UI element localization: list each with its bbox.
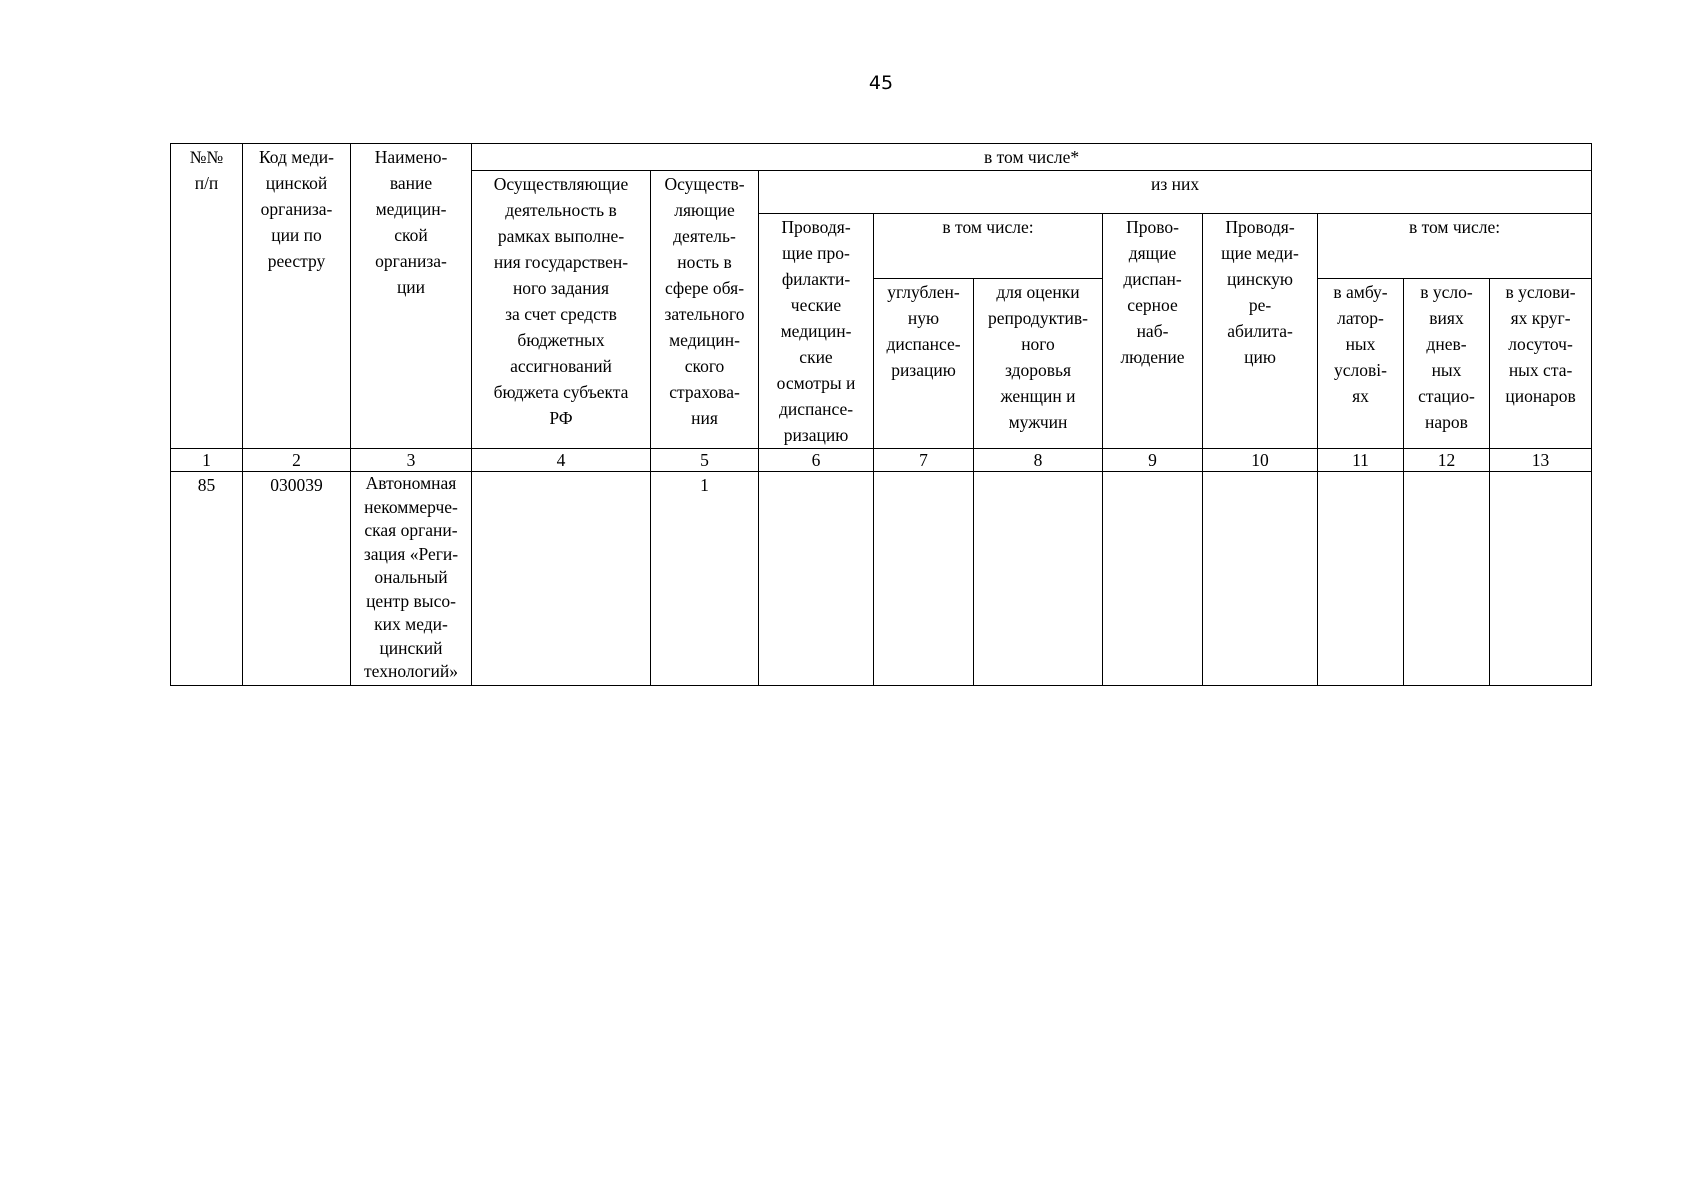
table-row [171, 472, 1592, 686]
column-number: 2 [243, 449, 351, 472]
header-dispensary-observation: Прово- дящие диспан- серное наб- людение [1103, 214, 1203, 449]
column-number: 6 [759, 449, 874, 472]
header-including-a: в том числе: [874, 214, 1103, 279]
header-reproductive-health: для оценки репродуктив- ного здоровья женщин и мужчин [974, 278, 1103, 448]
cell-rehabilitation [1203, 472, 1318, 686]
column-number: 11 [1318, 449, 1404, 472]
header-of-them: из них [759, 171, 1592, 214]
column-number: 1 [171, 449, 243, 472]
cell-row-number: 85 [171, 472, 243, 686]
header-rehabilitation: Проводя- щие меди- цинскую ре- абилита- цию [1203, 214, 1318, 449]
cell-preventive-exams [759, 472, 874, 686]
column-number: 9 [1103, 449, 1203, 472]
cell-day-hospital [1404, 472, 1490, 686]
cell-round-the-clock [1490, 472, 1592, 686]
header-state-assignment: Осуществляющие деятельность в рамках выполне- ния государствен- ного задания за счет средств бюджетных ассигнований бюджета субъекта РФ [472, 171, 651, 449]
header-preventive-exams: Проводя- щие про- филакти- ческие медицин- ские осмотры и диспансе- ризацию [759, 214, 874, 449]
header-including-star: в том числе* [472, 144, 1592, 171]
column-number: 5 [651, 449, 759, 472]
cell-in-depth-dispensarization [874, 472, 974, 686]
column-number: 12 [1404, 449, 1490, 472]
header-row-number: №№ п/п [171, 144, 243, 449]
column-number: 3 [351, 449, 472, 472]
column-number: 4 [472, 449, 651, 472]
cell-org-code: 030039 [243, 472, 351, 686]
page-number: 45 [868, 72, 894, 94]
organizations-table [170, 143, 1592, 686]
header-including-b: в том числе: [1318, 214, 1592, 279]
cell-oms: 1 [651, 472, 759, 686]
header-day-hospital: в усло- виях днев- ных стацио- наров [1404, 278, 1490, 448]
header-org-code: Код меди- цинской организа- ции по реестру [243, 144, 351, 449]
header-in-depth-dispensarization: углублен- ную диспансе- ризацию [874, 278, 974, 448]
cell-reproductive-health [974, 472, 1103, 686]
column-number: 8 [974, 449, 1103, 472]
header-oms: Осуществ- ляющие деятель- ность в сфере обя- зательного медицин- ского страхова- ния [651, 171, 759, 449]
header-outpatient: в амбу- латор- ных условi- ях [1318, 278, 1404, 448]
cell-dispensary-observation [1103, 472, 1203, 686]
column-number: 10 [1203, 449, 1318, 472]
header-org-name: Наимено- вание медицин- ской организа- ции [351, 144, 472, 449]
cell-org-name: Автономная некоммерче- ская органи- зация «Реги- ональный центр высо- ких меди- цинский технологий» [351, 472, 472, 686]
cell-outpatient [1318, 472, 1404, 686]
header-round-the-clock: в услови- ях круг- лосуточ- ных ста- ционаров [1490, 278, 1592, 448]
cell-state-assignment [472, 472, 651, 686]
column-number: 13 [1490, 449, 1592, 472]
column-number: 7 [874, 449, 974, 472]
column-numbers-row [171, 449, 1592, 472]
